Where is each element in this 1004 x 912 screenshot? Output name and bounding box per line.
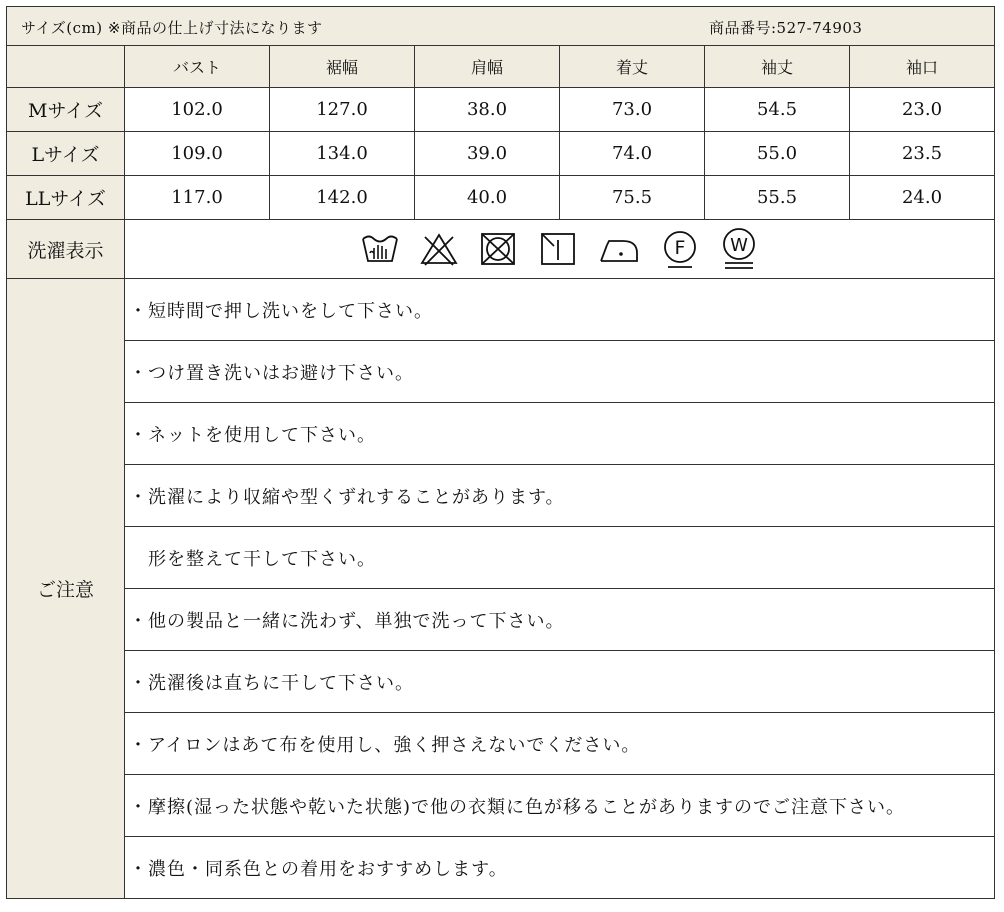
size-value: 23.0 [850,88,995,132]
size-value: 134.0 [270,132,415,176]
header-bar [7,7,995,46]
note-item: ・短時間で押し洗いをして下さい。 [125,279,995,341]
no-bleach-icon [419,231,459,267]
table-row [7,132,995,176]
col-header: 裾幅 [270,46,415,88]
size-value: 23.5 [850,132,995,176]
care-icons [125,220,995,279]
note-item: ・洗濯後は直ちに干して下さい。 [125,651,995,713]
size-label: Lサイズ [7,132,125,176]
size-value: 54.5 [705,88,850,132]
size-value: 102.0 [125,88,270,132]
size-value: 55.0 [705,132,850,176]
size-value: 117.0 [125,176,270,220]
product-number: 商品番号:527-74903 [709,19,863,37]
col-header: 袖口 [850,46,995,88]
note-item: ・摩擦(湿った状態や乾いた状態)で他の衣類に色が移ることがありますのでご注意下さい。 [125,775,995,837]
size-table [6,6,995,899]
size-value: 38.0 [415,88,560,132]
note-item: ・つけ置き洗いはお避け下さい。 [125,341,995,403]
col-header: バスト [125,46,270,88]
no-tumble-dry-icon [478,231,518,267]
size-value: 24.0 [850,176,995,220]
table-row [7,88,995,132]
size-value: 39.0 [415,132,560,176]
col-header: 肩幅 [415,46,560,88]
size-label: LLサイズ [7,176,125,220]
dry-clean-f-icon [660,229,700,269]
size-value: 127.0 [270,88,415,132]
notes-label: ご注意 [7,279,125,899]
svg-text:F: F [674,237,686,259]
iron-low-icon [597,231,641,267]
svg-text:W: W [729,235,748,256]
col-header: 着丈 [560,46,705,88]
size-value: 75.5 [560,176,705,220]
size-value: 73.0 [560,88,705,132]
size-label: Mサイズ [7,88,125,132]
col-header: 袖丈 [705,46,850,88]
note-item: ・濃色・同系色との着用をおすすめします。 [125,837,995,899]
care-label: 洗濯表示 [7,220,125,279]
corner-cell [7,46,125,88]
size-value: 40.0 [415,176,560,220]
size-value: 74.0 [560,132,705,176]
size-value: 109.0 [125,132,270,176]
table-row [7,176,995,220]
header-size-note: サイズ(cm) ※商品の仕上げ寸法になります [21,19,323,37]
note-item: ・ネットを使用して下さい。 [125,403,995,465]
wet-clean-w-icon [719,227,759,271]
note-item: ・他の製品と一緒に洗わず、単独で洗って下さい。 [125,589,995,651]
note-item: 形を整えて干して下さい。 [125,527,995,589]
size-value: 55.5 [705,176,850,220]
note-item: ・アイロンはあて布を使用し、強く押さえないでください。 [125,713,995,775]
hand-wash-icon [360,231,400,267]
line-dry-shade-icon [538,231,578,267]
note-item: ・洗濯により収縮や型くずれすることがあります。 [125,465,995,527]
size-value: 142.0 [270,176,415,220]
